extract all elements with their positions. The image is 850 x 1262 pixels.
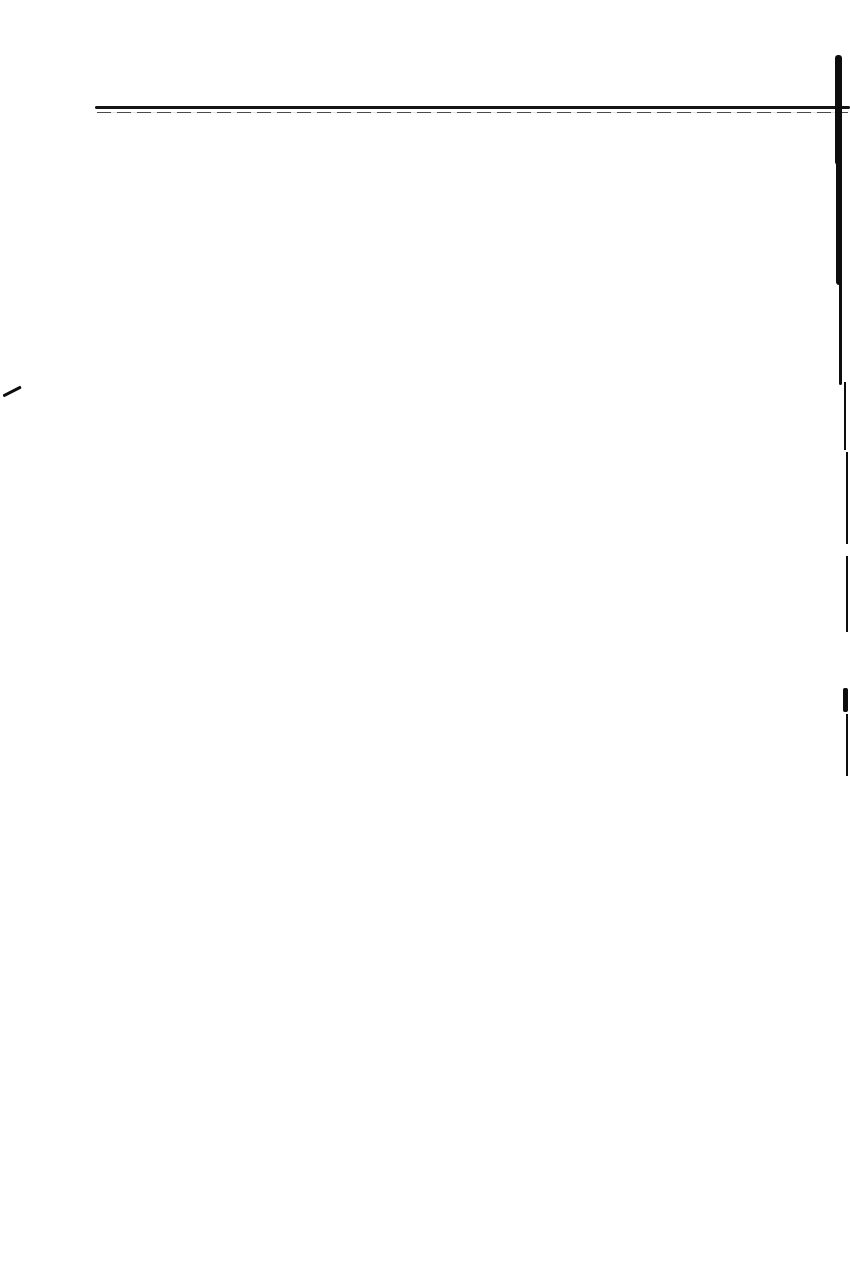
page-header [0, 76, 850, 104]
scan-edge-shadow [836, 160, 842, 285]
scan-stray-mark [3, 386, 22, 397]
scan-edge-shadow [846, 556, 848, 632]
header-rule-thick [95, 106, 850, 109]
scan-edge-shadow [835, 55, 842, 165]
scan-edge-shadow [846, 714, 848, 776]
scan-edge-shadow [844, 382, 846, 450]
scan-edge-shadow [846, 452, 848, 544]
scan-edge-shadow [839, 280, 842, 385]
header-rule-thin [97, 112, 848, 113]
scan-edge-shadow [843, 688, 848, 712]
